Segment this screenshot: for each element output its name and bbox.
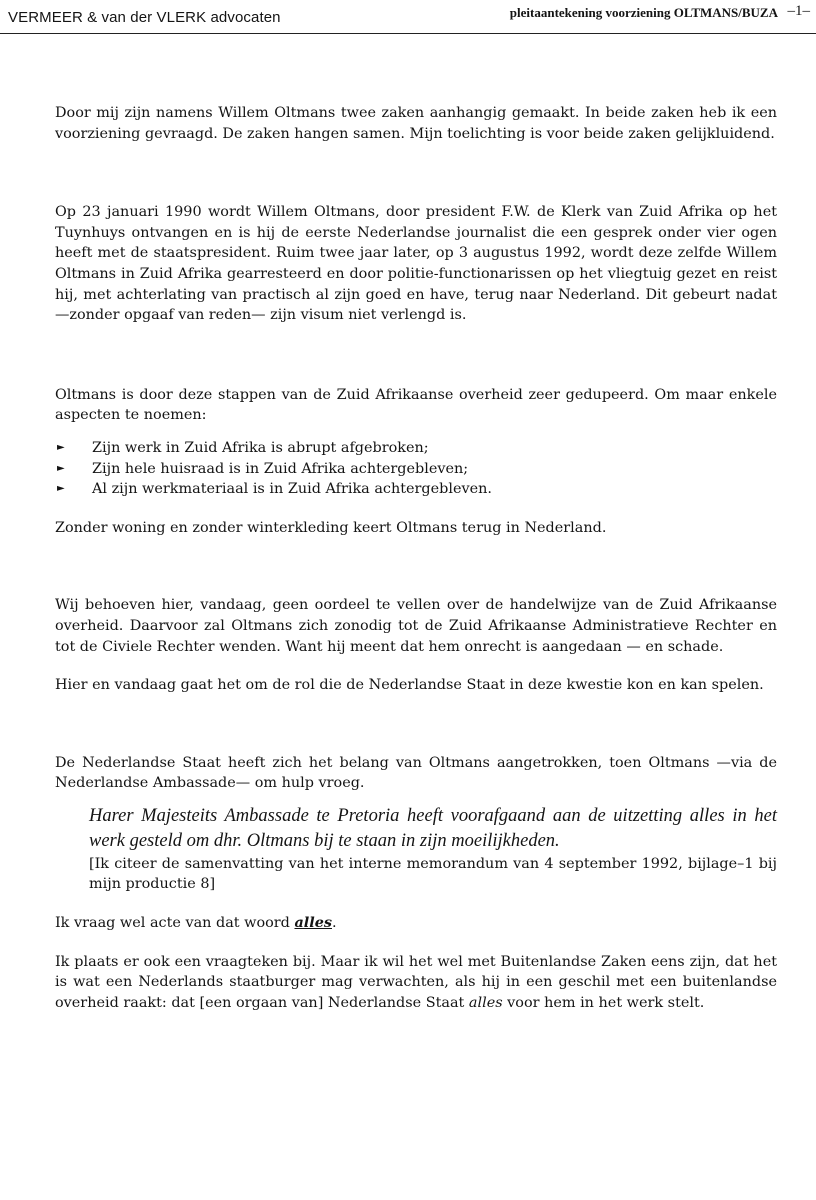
header-rule bbox=[0, 33, 816, 34]
paragraph-return: Zonder woning en zonder winterkleding keert Oltmans terug in Nederland. bbox=[55, 519, 607, 536]
page-header bbox=[0, 0, 816, 34]
list-item: ► Zijn hele huisraad is in Zuid Afrika achtergebleven; bbox=[55, 459, 777, 480]
emphasis-alles: alles bbox=[294, 914, 332, 932]
page-number: –1– bbox=[787, 3, 810, 19]
paragraph-state: De Nederlandse Staat heeft zich het belang van Oltmans aangetrokken, toen Oltmans —via de Nederlandse Ambassade— om hulp vroeg. bbox=[55, 754, 777, 792]
emphasis-alles-2: alles bbox=[468, 994, 503, 1011]
paragraph-role: Hier en vandaag gaat het om de rol die de Nederlandse Staat in deze kwestie kon en kan spelen. bbox=[55, 677, 764, 694]
quote-citation: [Ik citeer de samenvatting van het interne memorandum van 4 september 1992, bijlage–1 bij mijn productie 8] bbox=[89, 855, 777, 893]
paragraph-intro: Door mij zijn namens Willem Oltmans twee zaken aanhangig gemaakt. In beide zaken heb ik een voorziening gevraagd. De zaken hangen samen. Mijn toelichting is voor beide zaken gelijkluidend. bbox=[55, 105, 777, 142]
consequence-list bbox=[55, 438, 777, 500]
memorandum-quote: Harer Majesteits Ambassade te Pretoria heeft voorafgaand aan de uitzetting alles in het werk gesteld om dhr. Oltmans bij te staan in zijn moeilijkheden. bbox=[89, 805, 777, 851]
bullet-icon: ► bbox=[57, 483, 65, 495]
firm-name: VERMEER & van der VLERK advocaten bbox=[8, 9, 281, 26]
list-item: ► Zijn werk in Zuid Afrika is abrupt afgebroken; bbox=[55, 438, 777, 459]
paragraph-consequences: Oltmans is door deze stappen van de Zuid Afrikaanse overheid zeer gedupeerd. Om maar enkele aspecten te noemen: bbox=[55, 386, 777, 424]
document-title: pleitaantekening voorziening OLTMANS/BUZA bbox=[509, 5, 778, 20]
list-item: ► Al zijn werkmateriaal is in Zuid Afrika achtergebleven. bbox=[55, 479, 777, 500]
paragraph-history: Op 23 januari 1990 wordt Willem Oltmans, door president F.W. de Klerk van Zuid Afrika op het Tuynhuys ontvangen en is hij de eerste Nederlandse journalist die een gesprek onder vier ogen heeft met de staatspresident. Ruim twee jaar later, op 3 augustus 1992, wordt deze zelfde Willem Oltmans in Zuid Afrika gearresteerd en door politie-functionarissen op het vliegtuig gezet en reist hij, met achterlating van practisch al zijn goed en have, terug naar Nederland. Dit gebeurt nadat —zonder opgaaf van reden— zijn visum niet verlengd is. bbox=[55, 204, 777, 324]
paragraph-alles: Ik vraag wel acte van dat woord alles. bbox=[55, 914, 337, 932]
document-body bbox=[55, 103, 777, 1013]
paragraph-question: Ik plaats er ook een vraagteken bij. Maar ik wil het wel met Buitenlandse Zaken eens zijn, dat het is wat een Nederlands staatburger mag verwachten, als hij in een geschil met een buitenlandse overheid raakt: dat [een orgaan van] Nederlandse Staat alles voor hem in het werk stelt. bbox=[55, 953, 777, 1011]
paragraph-judgement: Wij behoeven hier, vandaag, geen oordeel te vellen over de handelwijze van de Zuid Afrikaanse overheid. Daarvoor zal Oltmans zich zonodig tot de Zuid Afrikaanse Administratieve Rechter en tot de Civiele Rechter wenden. Want hij meent dat hem onrecht is aangedaan — en schade. bbox=[55, 597, 777, 655]
bullet-icon: ► bbox=[57, 462, 65, 474]
bullet-icon: ► bbox=[57, 441, 65, 453]
